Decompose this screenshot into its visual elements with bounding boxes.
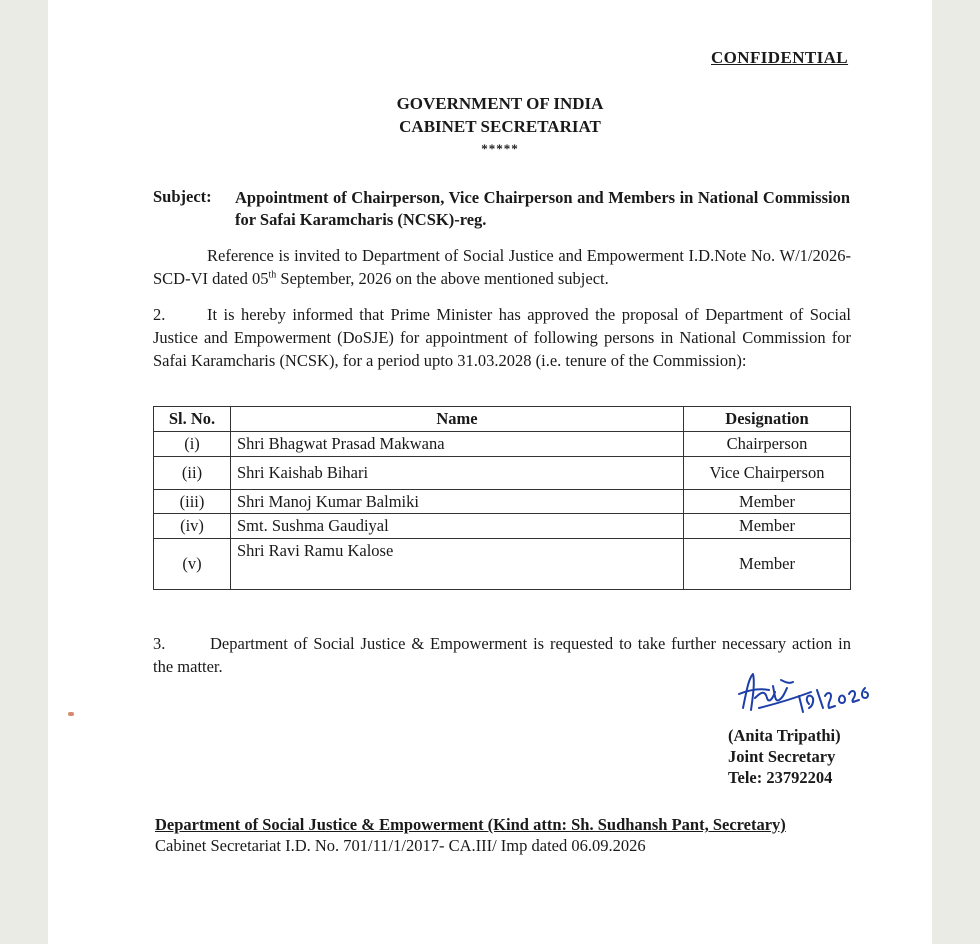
signatory-name: (Anita Tripathi) <box>728 726 841 745</box>
cell-name: Shri Manoj Kumar Balmiki <box>231 490 684 514</box>
paragraph-number: 2. <box>153 305 166 324</box>
paragraph-reference <box>153 244 851 290</box>
separator-stars: ***** <box>481 141 519 156</box>
reference-text-end: September, 2026 on the above mentioned subject. <box>276 269 609 288</box>
header-designation: Designation <box>684 407 851 432</box>
cell-designation: Member <box>684 514 851 539</box>
addressee-line: Department of Social Justice & Empowerment (Kind attn: Sh. Sudhansh Pant, Secretary) <box>155 815 786 834</box>
paper-speck <box>68 712 74 716</box>
table-row <box>154 539 851 590</box>
action-text: Department of Social Justice & Empowerment is requested to take further necessary action in the matter. <box>153 634 851 676</box>
header-name: Name <box>231 407 684 432</box>
cell-sl-no: (iv) <box>154 514 231 539</box>
cell-sl-no: (i) <box>154 432 231 457</box>
table-row <box>154 432 851 457</box>
cell-name: Shri Ravi Ramu Kalose <box>231 539 684 590</box>
header-sl-no: Sl. No. <box>154 407 231 432</box>
secretariat-heading: CABINET SECRETARIAT <box>399 117 601 136</box>
cell-designation: Member <box>684 539 851 590</box>
cell-name: Smt. Sushma Gaudiyal <box>231 514 684 539</box>
cell-sl-no: (iii) <box>154 490 231 514</box>
table-row <box>154 514 851 539</box>
cell-sl-no: (ii) <box>154 457 231 490</box>
ordinal-suffix: th <box>268 269 277 281</box>
subject-label: Subject: <box>153 187 212 206</box>
paragraph-approval <box>153 303 851 372</box>
handwritten-signature <box>735 668 875 724</box>
cell-designation: Member <box>684 490 851 514</box>
approval-text: It is hereby informed that Prime Minister has approved the proposal of Department of Social Justice and Empowerment (DoSJE) for appointment of following persons in National Commission for Safai Karamcharis (NCSK), for a period upto 31.03.2028 (i.e. tenure of the Commission): <box>153 305 851 370</box>
signatory-block <box>728 725 841 788</box>
government-heading: GOVERNMENT OF INDIA <box>396 94 604 113</box>
signatory-title: Joint Secretary <box>728 747 836 766</box>
appointees-table <box>153 406 851 590</box>
id-reference-line: Cabinet Secretariat I.D. No. 701/11/1/2017- CA.III/ Imp dated 06.09.2026 <box>155 836 646 855</box>
paragraph-number: 3. <box>153 634 166 653</box>
table-row <box>154 457 851 490</box>
signatory-telephone: Tele: 23792204 <box>728 768 833 787</box>
reference-text: Reference is invited to Department of Social Justice and Empowerment I.D.Note No. W/1/2026-SCD-VI dated 05 <box>153 246 851 288</box>
table-header-row <box>154 407 851 432</box>
cell-sl-no: (v) <box>154 539 231 590</box>
cell-designation: Vice Chairperson <box>684 457 851 490</box>
subject-text: Appointment of Chairperson, Vice Chairperson and Members in National Commission for Safai Karamcharis (NCSK)-reg. <box>235 188 850 229</box>
cell-name: Shri Kaishab Bihari <box>231 457 684 490</box>
table-row <box>154 490 851 514</box>
confidential-label: CONFIDENTIAL <box>711 48 849 67</box>
cell-name: Shri Bhagwat Prasad Makwana <box>231 432 684 457</box>
cell-designation: Chairperson <box>684 432 851 457</box>
